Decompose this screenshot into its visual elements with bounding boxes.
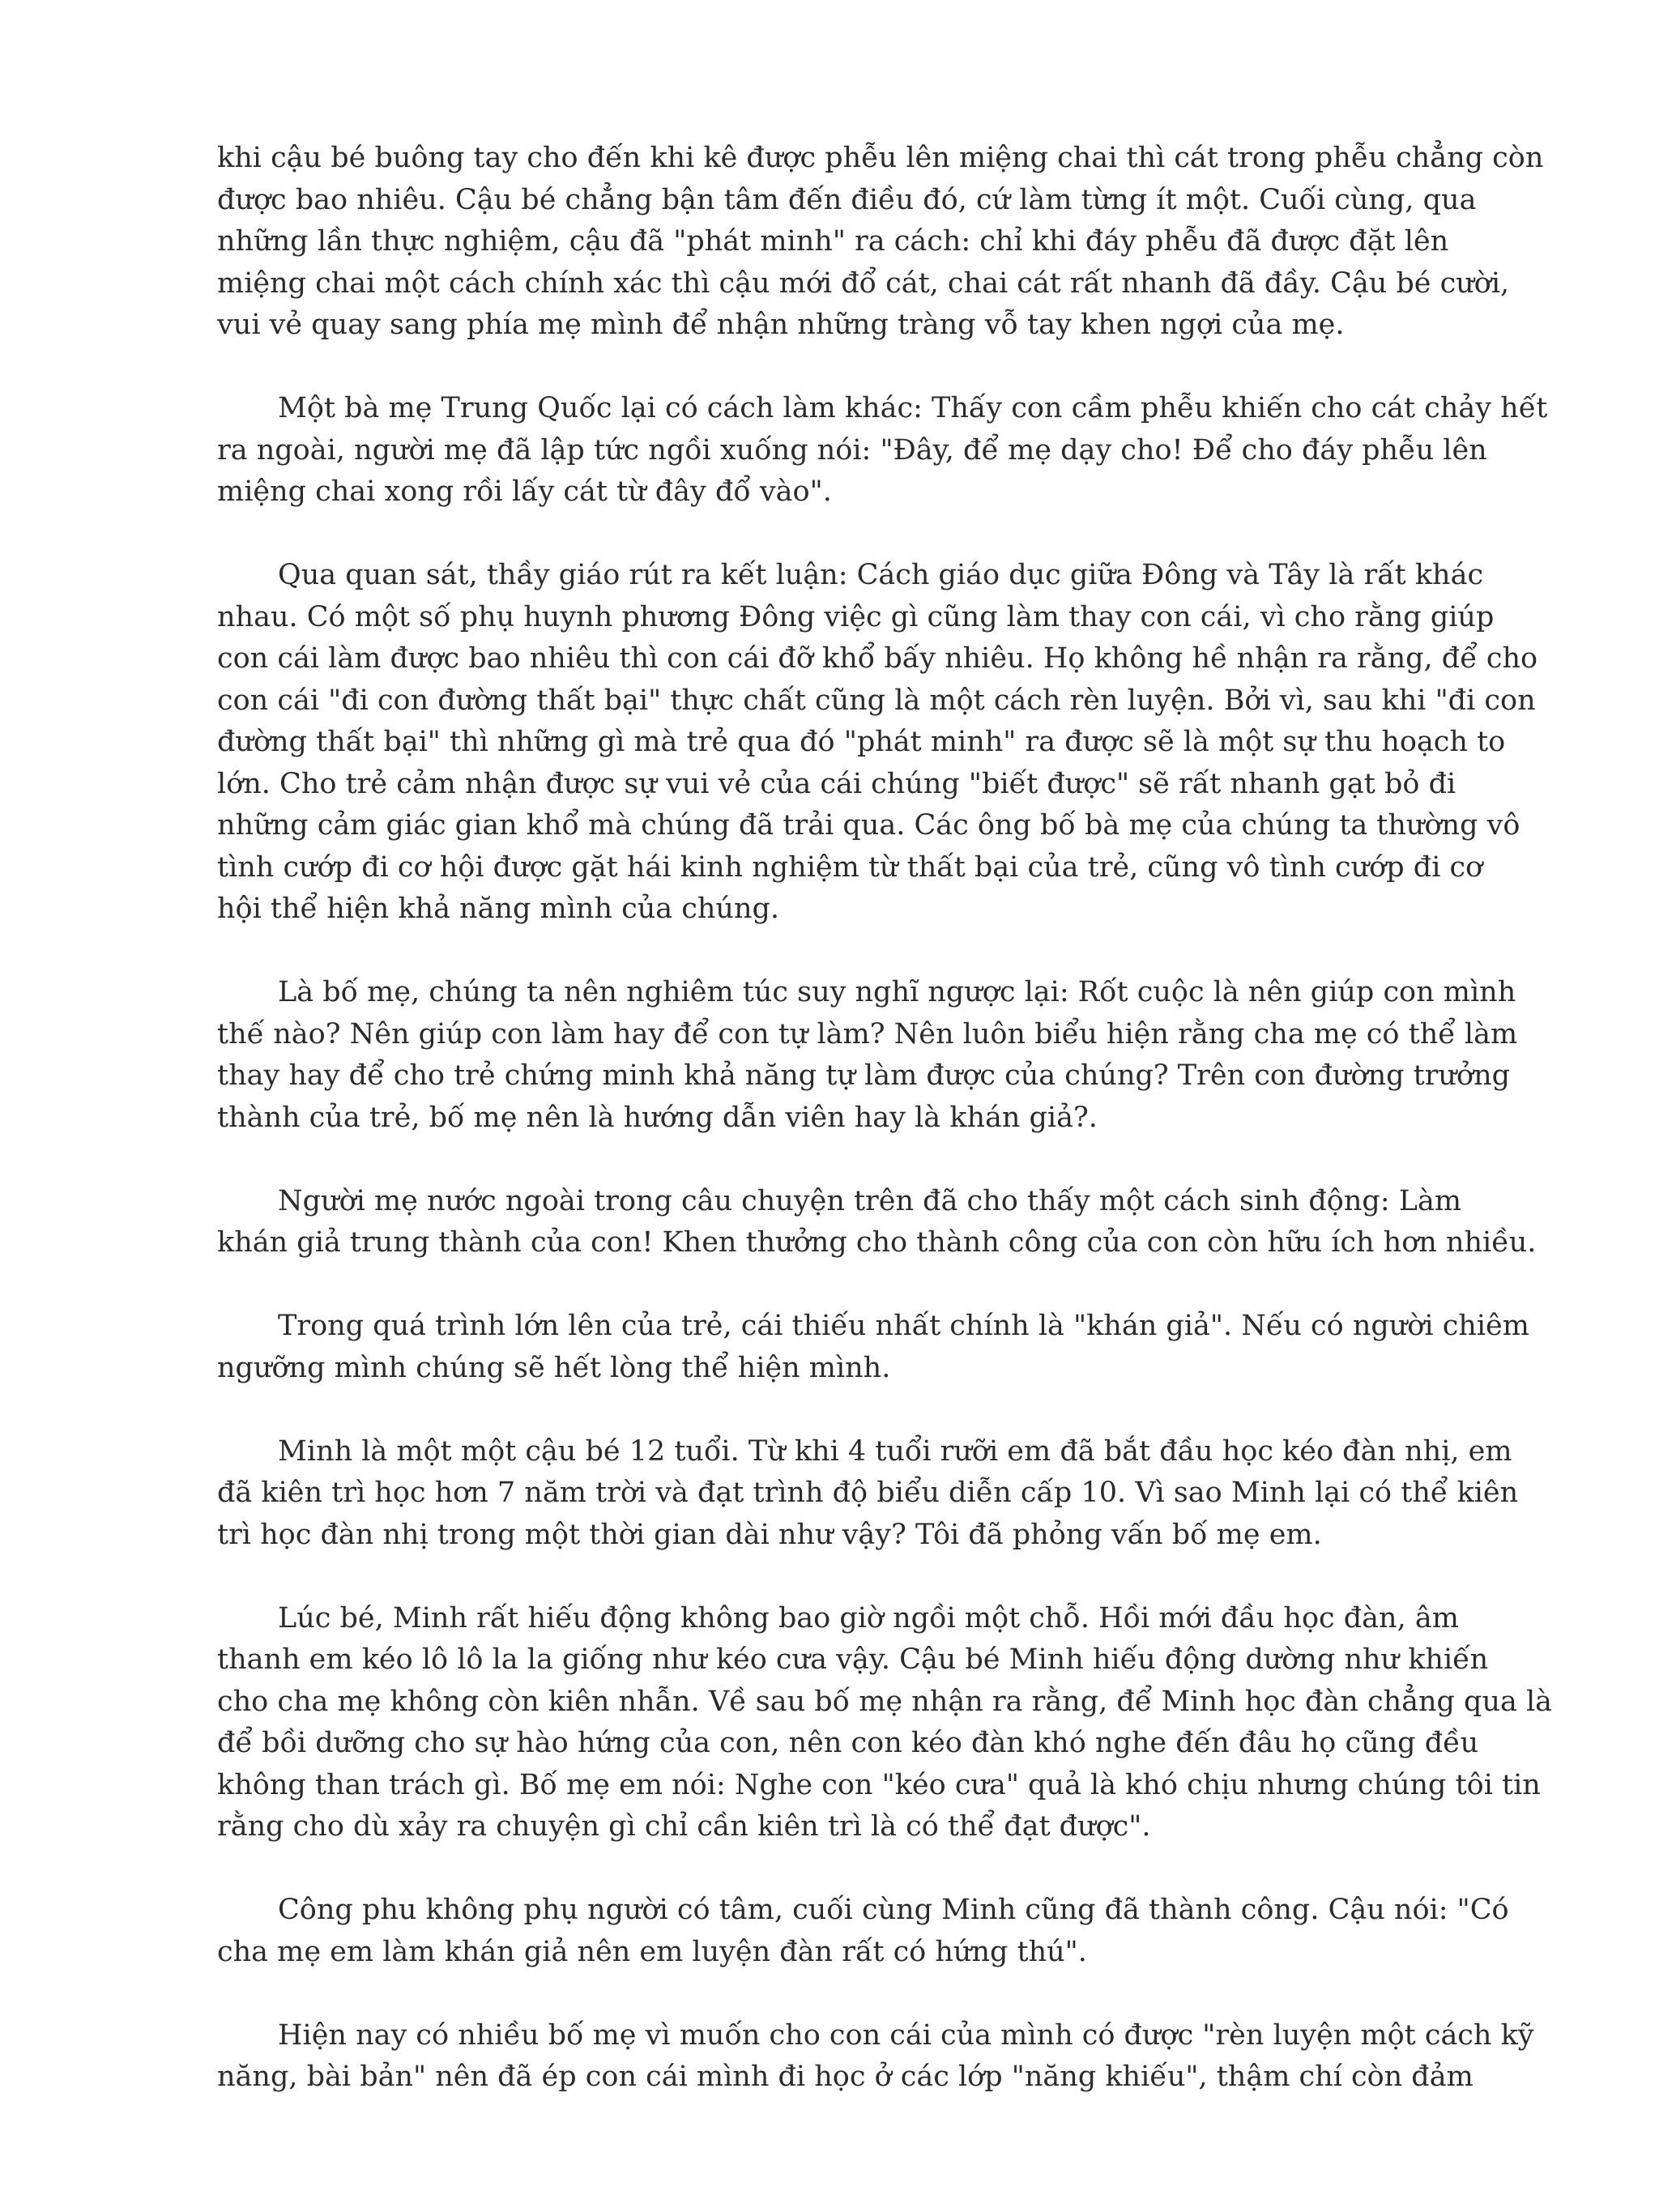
- text-line: tình cướp đi cơ hội được gặt hái kinh nghiệm từ thất bại của trẻ, cũng vô tình cướp đi cơ: [217, 850, 1483, 884]
- paragraph-gap: [217, 1139, 1465, 1181]
- text-line: rằng cho dù xảy ra chuyện gì chỉ cần kiên trì là có thể đạt được".: [217, 1810, 1151, 1843]
- text-line: Trong quá trình lớn lên của trẻ, cái thiếu nhất chính là "khán giả". Nếu có người chiêm: [278, 1310, 1529, 1342]
- text-line: Một bà mẹ Trung Quốc lại có cách làm khác: Thấy con cầm phễu khiến cho cát chảy hết: [278, 392, 1548, 424]
- paragraph: [217, 138, 1544, 347]
- paragraph-gap: [217, 347, 1465, 389]
- text-line: thanh em kéo lô lô la la giống như kéo cưa vậy. Cậu bé Minh hiếu động dường như khiến: [217, 1643, 1489, 1676]
- paragraph: [217, 1181, 1537, 1264]
- text-line: miệng chai một cách chính xác thì cậu mới đổ cát, chai cát rất nhanh đã đầy. Cậu bé cười,: [217, 266, 1510, 300]
- paragraph-gap: [217, 1848, 1465, 1890]
- paragraph: [217, 1431, 1519, 1557]
- text-line: không than trách gì. Bố mẹ em nói: Nghe con "kéo cưa" quả là khó chịu nhưng chúng tôi tin: [217, 1768, 1541, 1801]
- text-line: Công phu không phụ người có tâm, cuối cùng Minh cũng đã thành công. Cậu nói: "Có: [278, 1894, 1509, 1926]
- text-line: miệng chai xong rồi lấy cát từ đây đổ vào".: [217, 475, 832, 508]
- text-line: Qua quan sát, thầy giáo rút ra kết luận: Cách giáo dục giữa Đông và Tây là rất khác: [278, 559, 1484, 591]
- text-line: cho cha mẹ không còn kiên nhẫn. Về sau bố mẹ nhận ra rằng, để Minh học đàn chẳng qua là: [217, 1685, 1553, 1718]
- text-line: đã kiên trì học hơn 7 năm trời và đạt trình độ biểu diễn cấp 10. Vì sao Minh lại có thể kiên: [217, 1477, 1519, 1509]
- paragraph: [217, 555, 1538, 931]
- paragraph: [217, 1598, 1553, 1848]
- text-line: khi cậu bé buông tay cho đến khi kê được phễu lên miệng chai thì cát trong phễu chẳng còn: [217, 142, 1544, 174]
- text-line: Là bố mẹ, chúng ta nên nghiêm túc suy nghĩ ngược lại: Rốt cuộc là nên giúp con mình: [278, 976, 1516, 1008]
- body-text: [217, 138, 1553, 2099]
- paragraph-gap: [217, 1973, 1465, 2015]
- text-line: con cái làm được bao nhiêu thì con cái đỡ khổ bấy nhiêu. Họ không hề nhận ra rằng, để cho: [217, 642, 1538, 675]
- text-line: Người mẹ nước ngoài trong câu chuyện trên đã cho thấy một cách sinh động: Làm: [278, 1184, 1462, 1217]
- text-line: trì học đàn nhị trong một thời gian dài như vậy? Tôi đã phỏng vấn bố mẹ em.: [217, 1518, 1322, 1551]
- text-line: những cảm giác gian khổ mà chúng đã trải qua. Các ông bố bà mẹ của chúng ta thường vô: [217, 809, 1520, 842]
- text-line: cha mẹ em làm khán giả nên em luyện đàn rất có hứng thú".: [217, 1935, 1087, 1968]
- text-line: năng, bài bản" nên đã ép con cái mình đi học ở các lớp "năng khiếu", thậm chí còn đảm: [217, 2061, 1473, 2093]
- text-line: đường thất bại" thì những gì mà trẻ qua đó "phát minh" ra được sẽ là một sự thu hoạch to: [217, 726, 1506, 758]
- paragraph: [217, 972, 1518, 1139]
- paragraph-gap: [217, 1556, 1465, 1598]
- text-line: Lúc bé, Minh rất hiếu động không bao giờ ngồi một chỗ. Hồi mới đầu học đàn, âm: [278, 1601, 1459, 1634]
- text-line: vui vẻ quay sang phía mẹ mình để nhận những tràng vỗ tay khen ngợi của mẹ.: [217, 309, 1345, 341]
- text-line: ngưỡng mình chúng sẽ hết lòng thể hiện mình.: [217, 1351, 891, 1384]
- text-line: ra ngoài, người mẹ đã lập tức ngồi xuống nói: "Đây, để mẹ dạy cho! Để cho đáy phễu lên: [217, 433, 1487, 467]
- text-line: Hiện nay có nhiều bố mẹ vì muốn cho con cái của mình có được "rèn luyện một cách kỹ: [278, 2018, 1534, 2052]
- paragraph-gap: [217, 514, 1465, 556]
- text-line: hội thể hiện khả năng mình của chúng.: [217, 893, 780, 925]
- text-line: được bao nhiêu. Cậu bé chẳng bận tâm đến điều đó, cứ làm từng ít một. Cuối cùng, qua: [217, 183, 1477, 216]
- text-line: thay hay để cho trẻ chứng minh khả năng tự làm được của chúng? Trên con đường trưởng: [217, 1059, 1511, 1092]
- paragraph: [217, 388, 1548, 514]
- paragraph: [217, 1890, 1509, 1973]
- text-line: con cái "đi con đường thất bại" thực chất cũng là một cách rèn luyện. Bởi vì, sau khi "đi con: [217, 684, 1536, 717]
- text-line: thành của trẻ, bố mẹ nên là hướng dẫn viên hay là khán giả?.: [217, 1101, 1098, 1134]
- text-line: Minh là một một cậu bé 12 tuổi. Từ khi 4 tuổi rưỡi em đã bắt đầu học kéo đàn nhị, em: [278, 1434, 1512, 1468]
- paragraph: [217, 2015, 1534, 2099]
- text-line: khán giả trung thành của con! Khen thưởng cho thành công của con còn hữu ích hơn nhiều.: [217, 1226, 1537, 1259]
- text-line: lớn. Cho trẻ cảm nhận được sự vui vẻ của cái chúng "biết được" sẽ rất nhanh gạt bỏ đi: [217, 767, 1456, 800]
- paragraph-gap: [217, 931, 1465, 973]
- text-line: những lần thực nghiệm, cậu đã "phát minh" ra cách: chỉ khi đáy phễu đã được đặt lên: [217, 225, 1449, 258]
- text-line: nhau. Có một số phụ huynh phương Đông việc gì cũng làm thay con cái, vì cho rằng giúp: [217, 600, 1495, 633]
- text-line: để bồi dưỡng cho sự hào hứng của con, nên con kéo đàn khó nghe đến đâu họ cũng đều: [217, 1727, 1479, 1759]
- paragraph-gap: [217, 1389, 1465, 1431]
- text-line: thế nào? Nên giúp con làm hay để con tự làm? Nên luôn biểu hiện rằng cha mẹ có thể làm: [217, 1017, 1518, 1051]
- paragraph: [217, 1306, 1529, 1389]
- paragraph-gap: [217, 1264, 1465, 1306]
